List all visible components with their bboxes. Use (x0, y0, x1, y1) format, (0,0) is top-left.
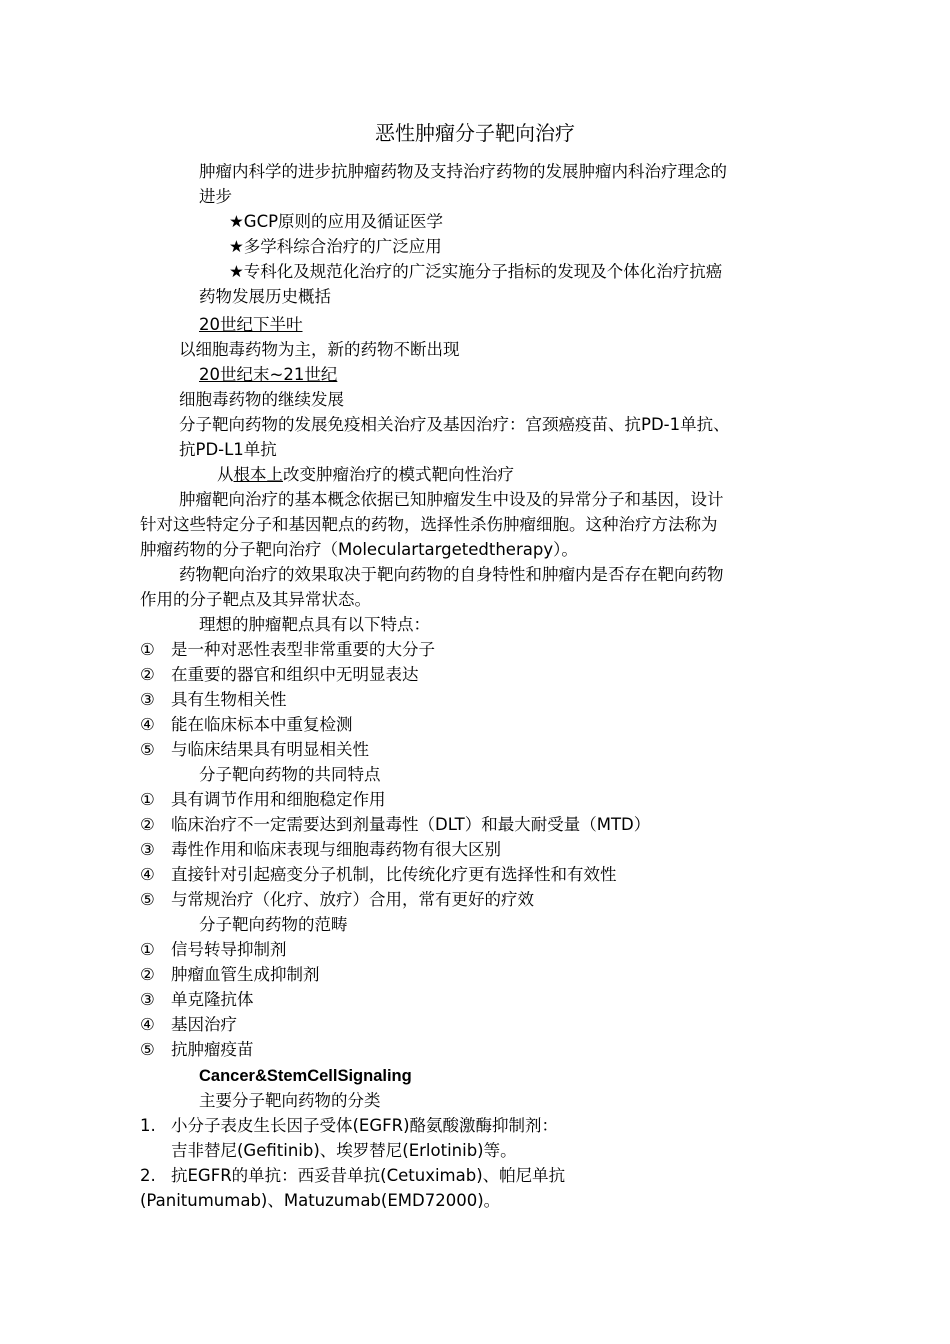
list-item-text: 是一种对恶性表型非常重要的大分子 (171, 640, 435, 659)
item-text: 小分子表皮生长因子受体(EGFR)酪氨酸激酶抑制剂： (171, 1116, 559, 1135)
list-item (140, 988, 254, 1012)
star-item-3: ★专科化及规范化治疗的广泛实施分子指标的发现及个体化治疗抗癌 (229, 262, 723, 281)
list-marker: ① (140, 640, 155, 659)
list-item (140, 938, 287, 962)
history-line-a: 分子靶向药物的发展免疫相关治疗及基因治疗：宫颈癌疫苗、抗PD-1单抗、 (179, 415, 730, 434)
list-marker: ① (140, 790, 155, 809)
list-item-text: 直接针对引起癌变分子机制，比传统化疗更有选择性和有效性 (171, 865, 617, 884)
item-number: 2. (140, 1166, 156, 1185)
classification-item-1 (140, 1114, 558, 1138)
list-marker: ③ (140, 690, 155, 709)
list-marker: ④ (140, 865, 155, 884)
list-marker: ④ (140, 1015, 155, 1034)
concept-line-3: 肿瘤药物的分子靶向治疗（Moleculartargetedtherapy）。 (140, 540, 578, 559)
fundamental-suffix: 改变肿瘤治疗的模式靶向性治疗 (283, 465, 514, 484)
star-item-1: ★GCP原则的应用及循证医学 (229, 212, 444, 231)
list-item-text: 抗肿瘤疫苗 (171, 1040, 254, 1059)
document-title: 恶性肿瘤分子靶向治疗 (375, 121, 575, 145)
list-marker: ⑤ (140, 890, 155, 909)
list-item-text: 具有生物相关性 (171, 690, 287, 709)
common-features-heading: 分子靶向药物的共同特点 (199, 765, 381, 784)
list-marker: ⑤ (140, 1040, 155, 1059)
list-item-text: 具有调节作用和细胞稳定作用 (171, 790, 386, 809)
effect-line-2: 作用的分子靶点及其异常状态。 (140, 590, 371, 609)
list-marker: ② (140, 665, 155, 684)
list-marker: ④ (140, 715, 155, 734)
list-item (140, 688, 287, 712)
list-item-text: 在重要的器官和组织中无明显表达 (171, 665, 419, 684)
list-item (140, 838, 501, 862)
item-text: 抗EGFR的单抗：西妥昔单抗(Cetuximab)、帕尼单抗 (171, 1166, 566, 1185)
classification-item-2 (140, 1164, 565, 1188)
list-item (140, 713, 353, 737)
list-item (140, 1013, 237, 1037)
signaling-heading: Cancer&StemCellSignaling (199, 1067, 412, 1085)
list-marker: ② (140, 815, 155, 834)
list-item-text: 与常规治疗（化疗、放疗）合用，常有更好的疗效 (171, 890, 534, 909)
list-item-text: 单克隆抗体 (171, 990, 254, 1009)
list-item (140, 638, 435, 662)
list-item (140, 888, 534, 912)
list-marker: ⑤ (140, 740, 155, 759)
categories-heading: 分子靶向药物的范畴 (199, 915, 348, 934)
list-marker: ② (140, 965, 155, 984)
star-item-2: ★多学科综合治疗的广泛应用 (229, 237, 442, 256)
list-item-text: 临床治疗不一定需要达到剂量毒性（DLT）和最大耐受量（MTD） (171, 815, 651, 834)
item-number: 1. (140, 1116, 156, 1135)
list-item-text: 与临床结果具有明显相关性 (171, 740, 369, 759)
intro-line-1: 肿瘤内科学的进步抗肿瘤药物及支持治疗药物的发展肿瘤内科治疗理念的 (199, 162, 727, 181)
list-item (140, 963, 320, 987)
list-item (140, 813, 650, 837)
list-item-text: 基因治疗 (171, 1015, 237, 1034)
fundamental-underlined: 根本上 (233, 465, 283, 484)
classification-heading: 主要分子靶向药物的分类 (199, 1091, 381, 1110)
history-period-2: 20世纪末~21世纪 (199, 365, 338, 384)
history-period-1-text: 以细胞毒药物为主，新的药物不断出现 (179, 340, 460, 359)
effect-line-1: 药物靶向治疗的效果取决于靶向药物的自身特性和肿瘤内是否存在靶向药物 (179, 565, 724, 584)
list-marker: ③ (140, 840, 155, 859)
fundamental-line (217, 463, 514, 487)
list-item-text: 能在临床标本中重复检测 (171, 715, 353, 734)
classification-item-1-detail: 吉非替尼(Gefitinib)、埃罗替尼(Erlotinib)等。 (171, 1141, 517, 1160)
history-period-2-text: 细胞毒药物的继续发展 (179, 390, 344, 409)
list-item (140, 788, 386, 812)
classification-item-2-cont: (Panitumumab)、Matuzumab(EMD72000)。 (140, 1191, 501, 1210)
list-item (140, 1038, 254, 1062)
list-marker: ③ (140, 990, 155, 1009)
list-item-text: 毒性作用和临床表现与细胞毒药物有很大区别 (171, 840, 501, 859)
history-heading: 药物发展历史概括 (199, 287, 331, 306)
history-line-b: 抗PD-L1单抗 (179, 440, 277, 459)
list-item-text: 信号转导抑制剂 (171, 940, 287, 959)
list-item (140, 663, 419, 687)
concept-line-2: 针对这些特定分子和基因靶点的药物，选择性杀伤肿瘤细胞。这种治疗方法称为 (140, 515, 718, 534)
list-item-text: 肿瘤血管生成抑制剂 (171, 965, 320, 984)
list-item (140, 863, 617, 887)
intro-line-2: 进步 (199, 187, 232, 206)
concept-line-1: 肿瘤靶向治疗的基本概念依据已知肿瘤发生中设及的异常分子和基因，设计 (179, 490, 724, 509)
fundamental-prefix: 从 (217, 465, 234, 484)
list-item (140, 738, 369, 762)
list-marker: ① (140, 940, 155, 959)
history-period-1: 20世纪下半叶 (199, 315, 303, 334)
ideal-targets-heading: 理想的肿瘤靶点具有以下特点： (199, 615, 430, 634)
